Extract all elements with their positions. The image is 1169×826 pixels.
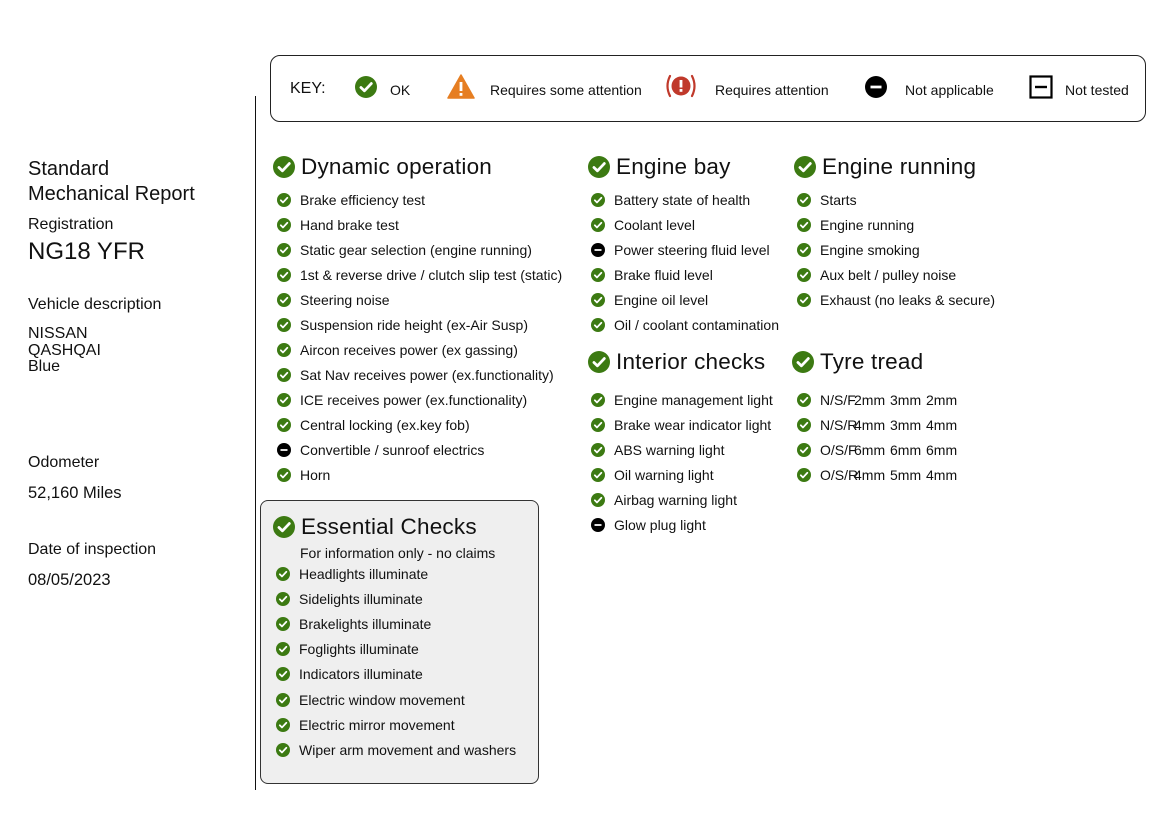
ok-icon: [797, 418, 811, 432]
column-divider: [255, 96, 256, 790]
ok-icon: [277, 268, 291, 282]
ok-icon: [276, 642, 290, 656]
ok-icon: [588, 156, 610, 178]
ok-icon: [277, 418, 291, 432]
tyre-depth-value: 2mm: [854, 392, 886, 408]
check-item-label: O/S/F: [820, 442, 857, 458]
ok-icon: [276, 693, 290, 707]
key-not-tested-text: Not tested: [1065, 82, 1129, 98]
tyre-depths: [854, 391, 962, 409]
check-item-label: Central locking (ex.key fob): [300, 417, 470, 433]
ok-icon: [277, 218, 291, 232]
ok-icon: [591, 268, 605, 282]
check-item-label: Electric mirror movement: [299, 716, 455, 733]
check-item-label: Suspension ride height (ex-Air Susp): [300, 317, 529, 333]
check-item-label: Steering noise: [300, 292, 390, 308]
ok-icon: [277, 393, 291, 407]
check-item-label: Brake wear indicator light: [614, 417, 772, 433]
check-item-label: Starts: [820, 192, 857, 208]
check-item-label: Aux belt / pulley noise: [820, 267, 957, 283]
warning-triangle-icon: [447, 74, 475, 100]
ok-icon: [591, 193, 605, 207]
check-item-label: Brake fluid level: [614, 267, 713, 283]
tyre-depth-value: 3mm: [890, 392, 922, 408]
check-item-label: Engine oil level: [614, 292, 709, 308]
ok-icon: [277, 243, 291, 257]
ok-icon: [591, 468, 605, 482]
tyre-depth-value: 3mm: [890, 417, 922, 433]
ok-icon: [276, 592, 290, 606]
check-item-label: Static gear selection (engine running): [300, 242, 532, 258]
ok-icon: [797, 293, 811, 307]
ok-icon: [591, 293, 605, 307]
tyre-depths: [854, 416, 962, 434]
tyre-depth-value: 2mm: [926, 392, 958, 408]
not-tested-icon: [1029, 75, 1053, 99]
key-ok-text: OK: [390, 82, 411, 98]
not-applicable-icon: [591, 518, 605, 532]
check-item-label: 1st & reverse drive / clutch slip test (static): [300, 267, 563, 283]
check-item-label: O/S/R: [820, 467, 859, 483]
check-item-label: Sat Nav receives power (ex.functionality): [300, 367, 554, 383]
ok-icon: [591, 218, 605, 232]
check-item-label: Electric window movement: [299, 691, 465, 708]
ok-icon: [797, 393, 811, 407]
check-item-label: Headlights illuminate: [299, 566, 429, 582]
ok-icon: [591, 493, 605, 507]
tyre-depth-value: 4mm: [926, 417, 958, 433]
tyre-depths: [854, 466, 962, 484]
check-item-label: Wiper arm movement and washers: [299, 741, 517, 758]
key-attention-text: Requires attention: [715, 82, 829, 98]
vehicle-description-label: Vehicle description: [28, 296, 162, 313]
check-item-label: Engine running: [820, 217, 915, 233]
check-item-label: Aircon receives power (ex gassing): [300, 342, 518, 358]
ok-icon: [277, 468, 291, 482]
tyre-depth-value: 5mm: [890, 467, 922, 483]
key-label: KEY:: [290, 80, 326, 97]
check-item-label: ICE receives power (ex.functionality): [300, 392, 528, 408]
ok-icon: [277, 343, 291, 357]
tyre-depth-value: 4mm: [854, 467, 886, 483]
check-item-label: N/S/R: [820, 417, 858, 433]
ok-icon: [792, 351, 814, 373]
section-title: Dynamic operation: [301, 154, 492, 179]
tyre-depth-value: 4mm: [926, 467, 958, 483]
ok-icon: [591, 418, 605, 432]
check-item-label: Oil / coolant contamination: [614, 317, 779, 333]
ok-icon: [797, 218, 811, 232]
ok-icon: [277, 368, 291, 382]
key-not-applicable-text: Not applicable: [905, 82, 994, 98]
ok-icon: [797, 243, 811, 257]
check-item-label: Brakelights illuminate: [299, 616, 432, 633]
report-title: Standard Mechanical Report: [28, 158, 195, 205]
section-title: Engine bay: [616, 154, 731, 179]
ok-icon: [794, 156, 816, 178]
not-applicable-icon: [277, 443, 291, 457]
tyre-depth-value: 4mm: [854, 417, 886, 433]
essential-subtitle: For information only - no claims: [300, 545, 496, 561]
ok-icon: [276, 743, 290, 757]
ok-icon: [276, 617, 290, 631]
check-item-label: N/S/F: [820, 392, 856, 408]
check-item-label: Engine smoking: [820, 242, 920, 258]
check-item-label: Foglights illuminate: [299, 641, 419, 658]
check-item-label: Coolant level: [614, 217, 695, 233]
ok-icon: [797, 268, 811, 282]
key-legend: [270, 55, 1146, 122]
tyre-depth-value: 6mm: [854, 442, 886, 458]
inspection-date-label: Date of inspection: [28, 541, 157, 558]
ok-icon: [797, 468, 811, 482]
tyre-depths: [854, 441, 962, 459]
registration-label: Registration: [28, 216, 114, 233]
section-title: Engine running: [822, 154, 977, 179]
check-item-label: Airbag warning light: [614, 492, 737, 508]
ok-icon: [591, 443, 605, 457]
check-item-label: Indicators illuminate: [299, 666, 423, 683]
check-item-label: Power steering fluid level: [614, 242, 770, 258]
vehicle-colour: Blue: [28, 358, 61, 375]
check-item-label: Oil warning light: [614, 467, 714, 483]
check-item-label: Sidelights illuminate: [299, 591, 423, 608]
ok-icon: [277, 318, 291, 332]
check-item-label: Hand brake test: [300, 217, 399, 233]
vehicle-model: QASHQAI: [28, 341, 101, 359]
section-title: Essential Checks: [301, 514, 477, 539]
ok-icon: [273, 156, 295, 178]
odometer-label: Odometer: [28, 454, 100, 471]
alert-icon: [665, 73, 697, 99]
check-item-label: Convertible / sunroof electrics: [300, 442, 485, 458]
ok-icon: [276, 667, 290, 681]
not-applicable-icon: [865, 76, 887, 98]
ok-icon: [277, 293, 291, 307]
section-title: Interior checks: [616, 349, 766, 374]
check-item-label: Horn: [300, 467, 331, 483]
ok-icon: [591, 393, 605, 407]
check-item-label: Battery state of health: [614, 192, 751, 208]
vehicle-description: [28, 326, 101, 376]
ok-icon: [276, 567, 290, 581]
ok-icon: [355, 76, 377, 98]
check-item-label: ABS warning light: [614, 442, 725, 458]
not-applicable-icon: [591, 243, 605, 257]
ok-icon: [797, 443, 811, 457]
check-item-label: Engine management light: [614, 392, 773, 408]
key-some-attention-text: Requires some attention: [490, 82, 642, 98]
registration-value: NG18 YFR: [28, 238, 145, 265]
ok-icon: [276, 718, 290, 732]
tyre-depth-value: 6mm: [890, 442, 922, 458]
inspection-date-value: 08/05/2023: [28, 571, 111, 589]
vehicle-make: NISSAN: [28, 325, 88, 342]
ok-icon: [797, 193, 811, 207]
ok-icon: [588, 351, 610, 373]
ok-icon: [591, 318, 605, 332]
check-item-label: Brake efficiency test: [300, 192, 426, 208]
check-item-label: Glow plug light: [614, 517, 706, 533]
ok-icon: [277, 193, 291, 207]
tyre-depth-value: 6mm: [926, 442, 958, 458]
section-title: Tyre tread: [820, 349, 924, 374]
ok-icon: [273, 516, 295, 538]
check-item-label: Exhaust (no leaks & secure): [820, 292, 996, 308]
odometer-value: 52,160 Miles: [28, 484, 122, 502]
